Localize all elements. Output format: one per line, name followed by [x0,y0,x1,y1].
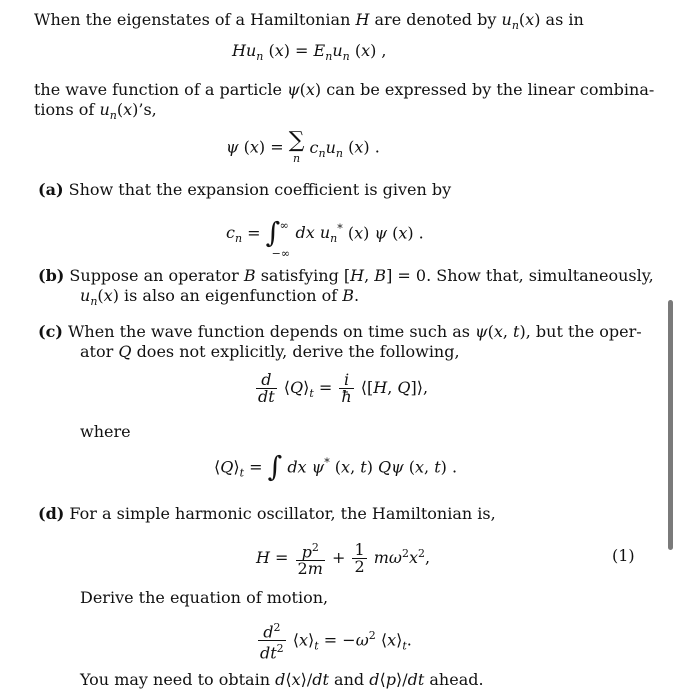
hamiltonian-equation: H = $\frac{p^2}{2m}$ + $\frac{1}{2}$ $m\omega^2x^2$, [256,540,431,579]
integral-symbol-2: ∫ [267,450,283,484]
intro-line-1: When the eigenstates of a Hamiltonian H are denoted by $u_n(x)$ as in [34,10,584,33]
integral-symbol: ∫ ∞ −∞ [265,216,291,261]
part-b-line-2: $u_n(x)$ is also an eigenfunction of B. [80,286,360,309]
vertical-scrollbar[interactable] [668,300,673,550]
motion-equation: $\frac{d^2}{dt^2}$ $⟨x⟩_t = -\omega^2$ $⟨x⟩_t$. [260,621,412,663]
part-a: (a) Show that the expansion coefficient is given by [38,180,452,199]
expectation-equation: $⟨Q⟩_t$ = ∫ dx ψ* (x, t) Qψ (x, t) . [214,450,458,484]
where-label: where [80,422,131,441]
part-d-derive: Derive the equation of motion, [80,588,329,607]
intro-line-3: tions of $u_n(x)’s$, [34,100,157,123]
part-c-line-1: (c) When the wave function depends on time such as ψ(x, t), but the oper- [38,322,642,341]
eigen-equation: $Hu_n$ $(x) = E_nu_n$ (x) , [232,41,387,64]
intro-line-2: the wave function of a particle ψ(x) can be expressed by the linear combina- [34,80,655,99]
part-b-line-1: (b) Suppose an operator B satisfying [H, B] = 0. Show that, simultaneously, [38,266,654,285]
equation-number: (1) [612,546,635,565]
ehrenfest-equation: $\frac{d}{dt}$ $⟨Q⟩_t$ = $\frac{i}{ħ}$ ⟨[H, Q]⟩, [258,370,429,406]
coefficient-equation: $c_n$ = ∫ ∞ −∞ dx $u_n^*$ (x) ψ (x) . [226,216,424,261]
part-d-hint: You may need to obtain d⟨x⟩/dt and d⟨p⟩/dt ahead. [80,670,484,689]
sum-symbol: ∑ n [288,128,305,165]
part-d-line-1: (d) For a simple harmonic oscillator, the Hamiltonian is, [38,504,496,523]
expansion-equation: ψ (x) = ∑ n $c_nu_n$ (x) . [226,128,380,165]
part-c-line-2: ator Q does not explicitly, derive the following, [80,342,460,361]
